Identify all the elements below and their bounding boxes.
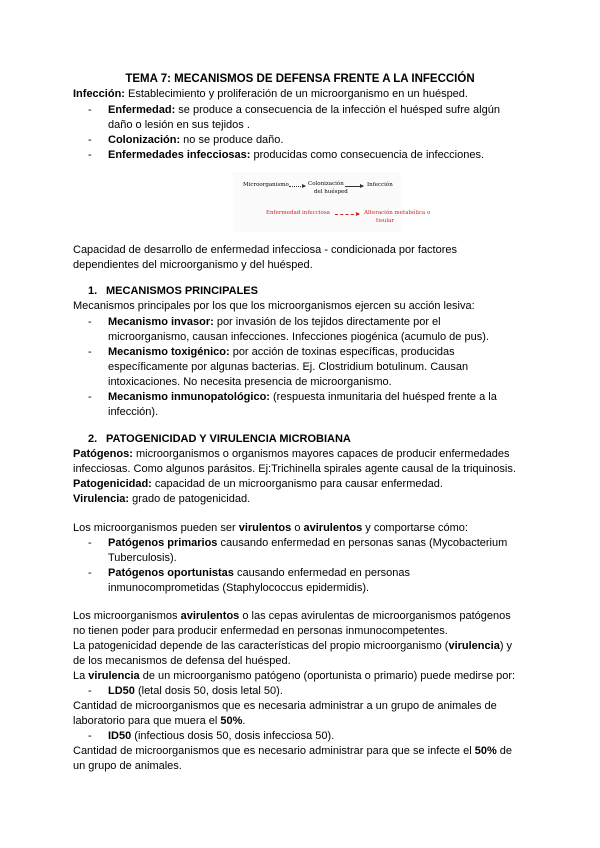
text-span: laboratorio para que muera el (73, 715, 221, 727)
text-span: y comportarse cómo: (362, 522, 468, 534)
bullet-dash: - (88, 316, 92, 328)
enfermedades-infecciosas-text: producidas como consecuencia de infecciones. (250, 149, 485, 161)
section-2-heading: PATOGENICIDAD Y VIRULENCIA MICROBIANA (106, 433, 351, 445)
bullet-dash: - (88, 149, 92, 161)
pueden-line (73, 520, 468, 536)
mecanismo-inmuno-cont: infección). (108, 406, 159, 418)
section-1-number: 1. (88, 285, 98, 297)
text-span: . (242, 715, 246, 727)
bullet-dash: - (88, 537, 92, 549)
infeccion-text: Establecimiento y proliferación de un microorganismo en un huésped. (124, 88, 468, 100)
capacidad-line-1: Capacidad de desarrollo de enfermedad infecciosa - condicionada por factores (73, 244, 458, 256)
enfermedad-item (108, 102, 500, 118)
bullet-dash: - (88, 391, 92, 403)
patogenicidad-text: capacidad de un microorganismo para causar enfermedad. (151, 478, 443, 490)
bullet-dash: - (88, 134, 92, 146)
text-span: o las cepas avirulentas de microorganismos patógenos (239, 610, 511, 622)
text-span: La patogenicidad depende de las características del propio microorganismo ( (73, 640, 449, 652)
enfermedades-infecciosas-term: Enfermedades infecciosas: (108, 149, 251, 161)
colonizacion-term: Colonización: (108, 134, 181, 146)
percent-value: 50% (474, 745, 497, 757)
ld50-item (108, 683, 283, 699)
mecanismo-invasor-term: Mecanismo invasor: (108, 316, 214, 328)
id50-desc-2: un grupo de animales. (73, 760, 182, 772)
patogenicidad-definition (73, 476, 443, 492)
page-title: TEMA 7: MECANISMOS DE DEFENSA FRENTE A LA INFECCIÓN (125, 73, 475, 85)
mecanismo-invasor-item (108, 314, 441, 330)
ld50-text: (letal dosis 50, dosis letal 50). (134, 685, 283, 697)
infection-diagram (233, 172, 431, 232)
diagram-tisular: tisular (376, 218, 395, 224)
text-span: ) y (499, 640, 513, 652)
diagram-alteracion: Alteración metabólica o (364, 210, 431, 216)
percent-value: 50% (220, 715, 243, 727)
enfermedad-text: se produce a consecuencia de la infección el huésped sufre algún (175, 104, 500, 116)
diagram-del-huesped: del huésped (314, 189, 348, 195)
diagram-arrow-3 (335, 214, 359, 215)
mecanismo-invasor-text: por invasión de los tejidos directamente por el (213, 316, 441, 328)
patogenos-primarios-text: causando enfermedad en personas sanas (Mycobacterium (217, 537, 508, 549)
mecanismo-inmuno-term: Mecanismo inmunopatológico: (108, 391, 270, 403)
virulencia-term: virulencia (448, 640, 500, 652)
patogenos-primarios-term: Patógenos primarios (108, 537, 218, 549)
id50-desc-1 (73, 743, 512, 759)
bullet-dash: - (88, 685, 92, 697)
mecanismo-inmuno-text: (respuesta inmunitaria del huésped frente a la (269, 391, 497, 403)
avirulentos-term: avirulentos (303, 522, 363, 534)
section-1-heading: MECANISMOS PRINCIPALES (106, 285, 258, 297)
text-span: o (291, 522, 304, 534)
diagram-microorganismo: Microorganismo (243, 182, 289, 188)
bullet-dash: - (88, 730, 92, 742)
avirulentos-line (73, 608, 511, 624)
patogenos-oportunistas-term: Patógenos oportunistas (108, 567, 234, 579)
patogenos-cont: infecciosas. Como algunos parásitos. Ej:Trichinella spirales agente causal de la triquinosis. (73, 463, 516, 475)
colonizacion-text: no se produce daño. (180, 134, 284, 146)
virulencia-term: virulencia (88, 670, 140, 682)
virulentos-term: virulentos (238, 522, 292, 534)
mecanismo-toxigenico-term: Mecanismo toxigénico: (108, 346, 230, 358)
mecanismo-invasor-cont: microorganismo, causan infecciones. Infecciones piogénica (acumulo de pus). (108, 331, 489, 343)
infeccion-definition (73, 86, 468, 102)
text-span: Los microorganismos (73, 610, 181, 622)
avirulentos-line-2: no tienen poder para producir enfermedad en personas inmunocompetentes. (73, 625, 448, 637)
ld50-desc-2 (73, 713, 245, 729)
virulencia-term: Virulencia: (73, 493, 130, 505)
infeccion-term: Infección: (73, 88, 125, 100)
medir-line (73, 668, 515, 684)
id50-text: (infectious dosis 50, dosis infecciosa 50). (131, 730, 335, 742)
enfermedad-term: Enfermedad: (108, 104, 176, 116)
bullet-dash: - (88, 346, 92, 358)
section-1-intro: Mecanismos principales por los que los microorganismos ejercen su acción lesiva: (73, 300, 475, 312)
diagram-enfermedad-infecciosa: Enfermedad infecciosa (266, 210, 330, 216)
ld50-desc-1: Cantidad de microorganismos que es necesaria administrar a un grupo de animales de (73, 700, 497, 712)
patogenos-oportunistas-cont: inmunocomprometidas (Staphylococcus epidermidis). (108, 582, 370, 594)
depende-line-2: de los mecanismos de defensa del huésped. (73, 655, 291, 667)
text-span: La (73, 670, 89, 682)
patogenos-definition (73, 446, 510, 462)
enfermedades-infecciosas-item (108, 147, 484, 163)
text-span: de un microorganismo patógeno (oportunista o primario) puede medirse por: (139, 670, 516, 682)
text-span: Cantidad de microorganismos que es necesario administrar para que se infecte el (73, 745, 475, 757)
enfermedad-text-cont: daño o lesión en sus tejidos . (108, 119, 250, 131)
text-span: Los microorganismos pueden ser (73, 522, 239, 534)
capacidad-line-2: dependientes del microorganismo y del huésped. (73, 259, 313, 271)
colonizacion-item (108, 132, 283, 148)
patogenos-primarios-item (108, 535, 507, 551)
mecanismo-toxigenico-item (108, 344, 455, 360)
virulencia-text: grado de patogenicidad. (129, 493, 251, 505)
bullet-dash: - (88, 104, 92, 116)
mecanismo-toxigenico-cont-2: intoxicaciones. No necesita presencia de microorganismo. (108, 376, 392, 388)
diagram-colonizacion: Colonización (308, 181, 344, 187)
diagram-arrow-2 (345, 186, 363, 187)
depende-line (73, 638, 512, 654)
avirulentos-term: avirulentos (180, 610, 240, 622)
patogenos-oportunistas-item (108, 565, 410, 581)
bullet-dash: - (88, 567, 92, 579)
id50-term: ID50 (108, 730, 132, 742)
diagram-infeccion: Infección (367, 182, 393, 188)
mecanismo-toxigenico-text: por acción de toxinas específicas, producidas (229, 346, 455, 358)
virulencia-definition (73, 491, 250, 507)
mecanismo-toxigenico-cont-1: específicamente por algunas bacterias. Ej. Clostridium botulinum. Causan (108, 361, 469, 373)
text-span: de (496, 745, 513, 757)
mecanismo-inmuno-item (108, 389, 497, 405)
patogenos-primarios-cont: Tuberculosis). (108, 552, 177, 564)
patogenos-oportunistas-text: causando enfermedad en personas (233, 567, 411, 579)
section-2-number: 2. (88, 433, 98, 445)
ld50-term: LD50 (108, 685, 135, 697)
patogenos-text: microorganismos o organismos mayores capaces de producir enfermedades (132, 448, 510, 460)
patogenos-term: Patógenos: (73, 448, 133, 460)
id50-item (108, 728, 334, 744)
patogenicidad-term: Patogenicidad: (73, 478, 152, 490)
diagram-arrow-1 (289, 186, 305, 187)
